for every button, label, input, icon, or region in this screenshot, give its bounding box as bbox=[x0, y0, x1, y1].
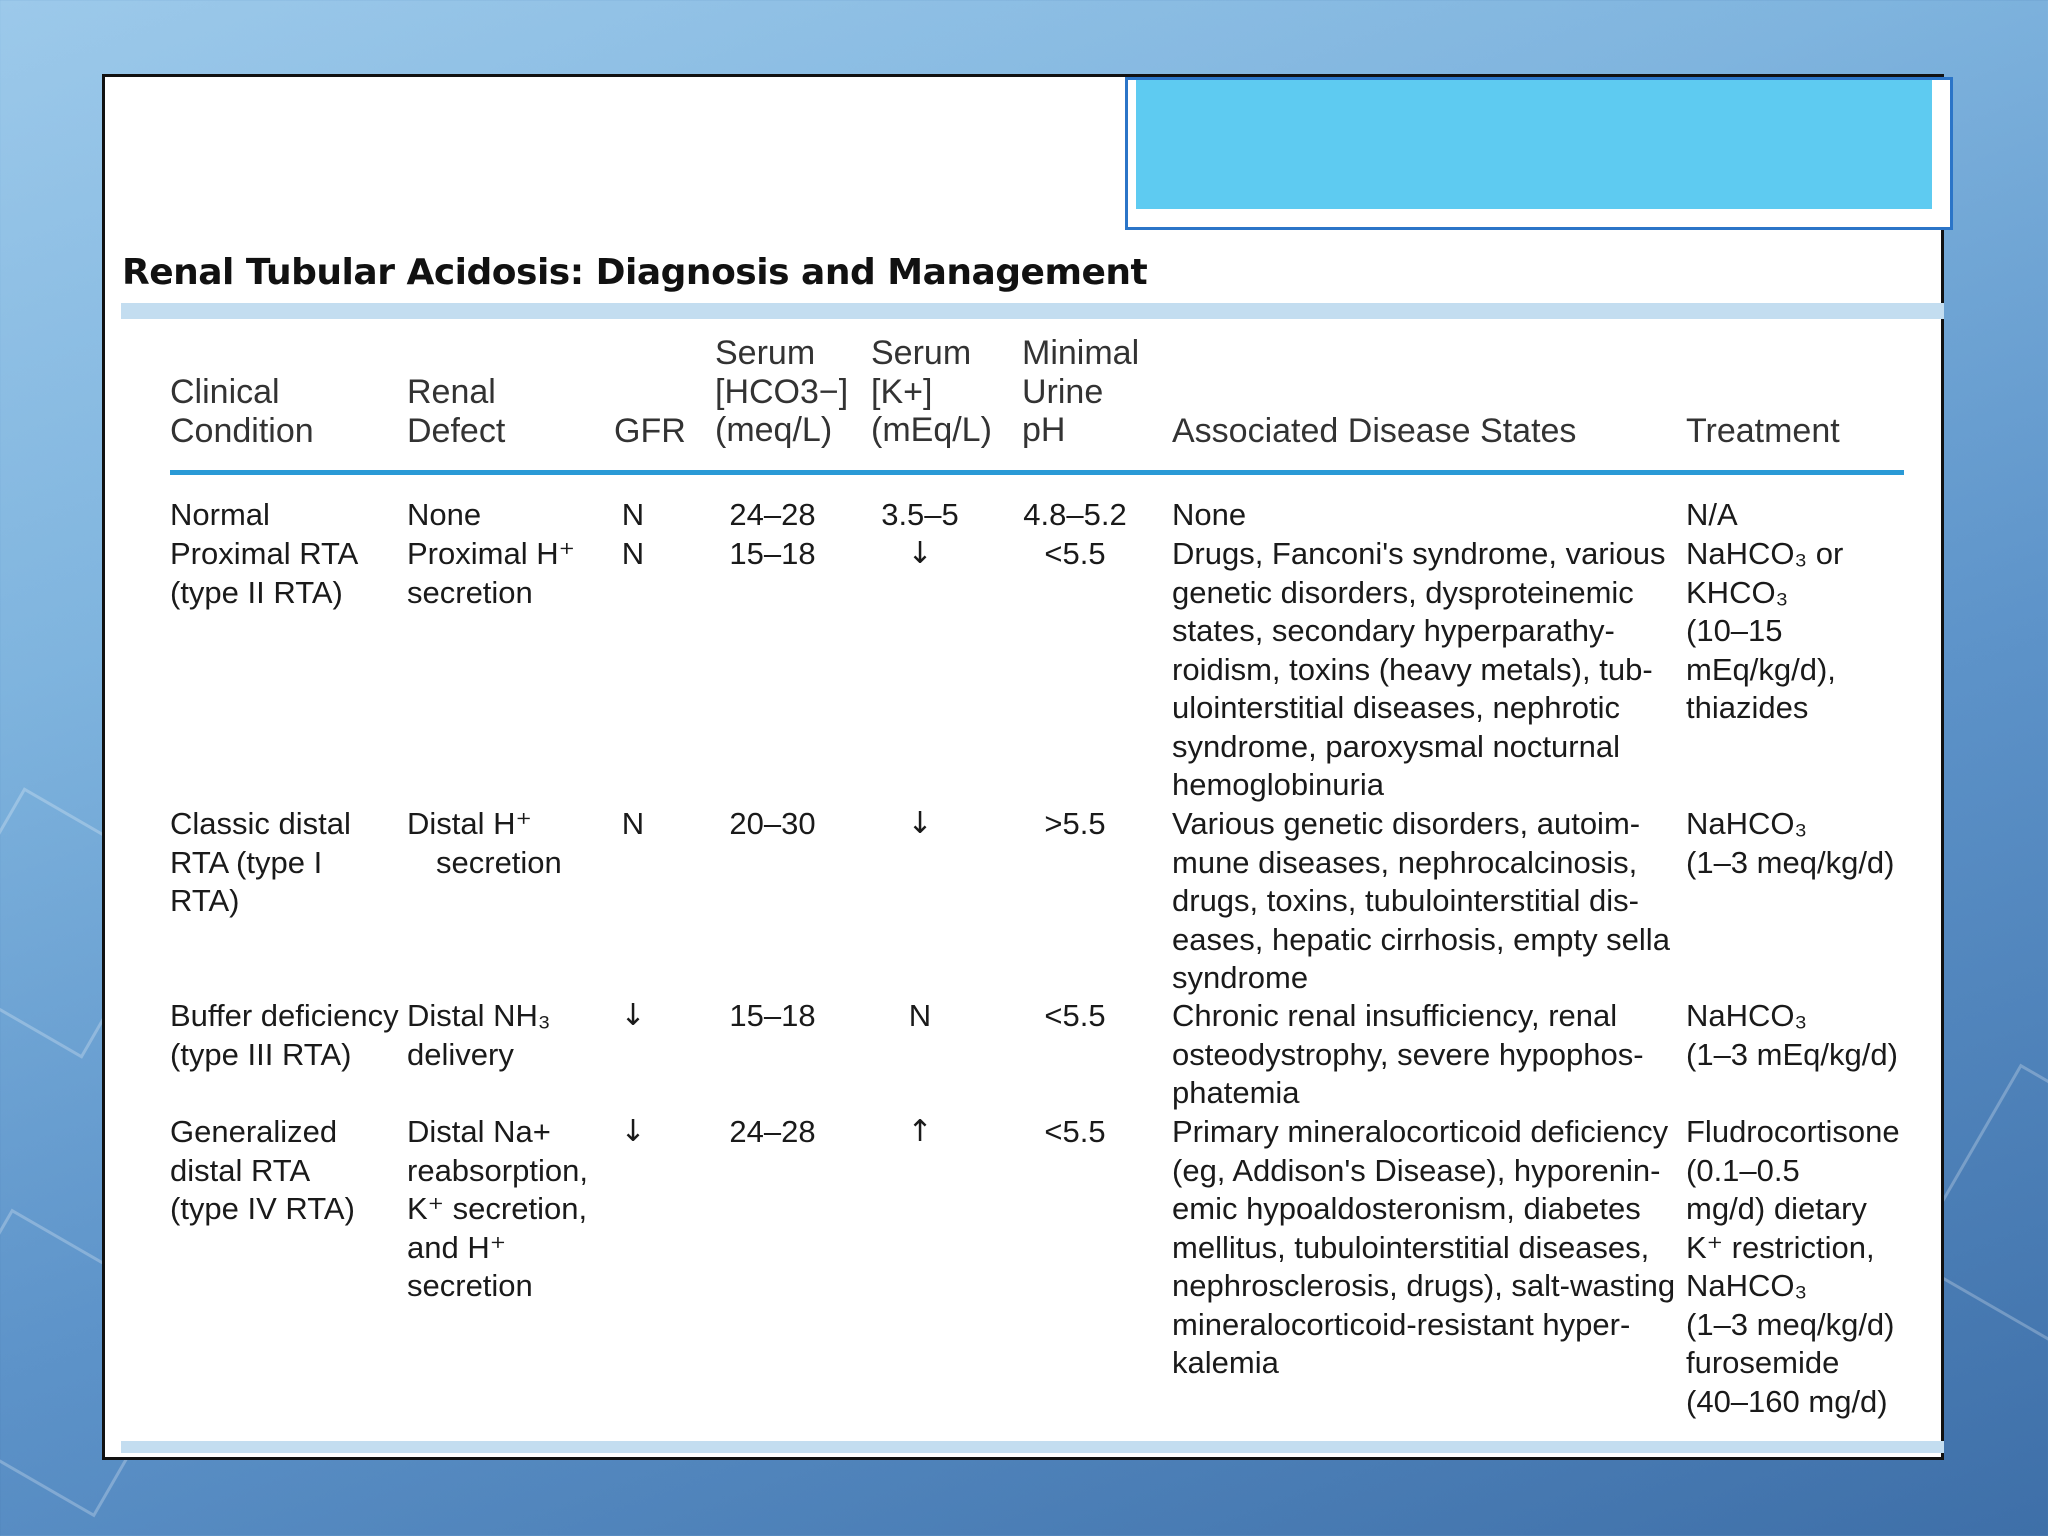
title-placeholder-fill bbox=[1136, 80, 1932, 209]
cell-hco3: 24–28 bbox=[729, 497, 816, 532]
cell-treatment: N/A bbox=[1686, 497, 1738, 532]
cell-gfr: ↓ bbox=[620, 998, 646, 1033]
cell-k: ↑ bbox=[907, 1114, 933, 1149]
cell-hco3: 15–18 bbox=[729, 998, 816, 1033]
cell-k: N bbox=[908, 998, 932, 1033]
cell-defect: Proximal H⁺ secretion bbox=[407, 536, 575, 610]
cell-condition: Proximal RTA (type II RTA) bbox=[170, 536, 359, 610]
cell-defect: Distal H⁺ secretion bbox=[407, 806, 562, 880]
cell-defect: None bbox=[407, 497, 482, 532]
cell-hco3: 24–28 bbox=[729, 1114, 816, 1149]
cell-hco3: 20–30 bbox=[729, 806, 816, 841]
cell-condition: Classic distal RTA (type I RTA) bbox=[170, 806, 351, 918]
cell-disease: Primary mineralocorticoid deficiency (eg, Addison's Disease), hyporenin- emic hypoaldosteronism, diabetes mellitus, tubulointerstitial diseases, nephrosclerosis, drugs), salt-wasting mineralocorticoid-resistant hyper- kalemia bbox=[1172, 1114, 1676, 1380]
cell-ph: <5.5 bbox=[1044, 998, 1106, 1033]
cell-gfr: N bbox=[621, 806, 645, 841]
header-serum-hco3: Serum [HCO3−] (meq/L) bbox=[715, 334, 849, 449]
cell-condition: Buffer deficiency (type III RTA) bbox=[170, 998, 399, 1072]
header-gfr: GFR bbox=[614, 412, 686, 450]
cell-gfr: N bbox=[621, 497, 645, 532]
cell-disease: Chronic renal insufficiency, renal osteodystrophy, severe hypophos- phatemia bbox=[1172, 998, 1644, 1110]
cell-defect: Distal NH₃ delivery bbox=[407, 998, 551, 1072]
cell-ph: <5.5 bbox=[1044, 536, 1106, 571]
cell-ph: 4.8–5.2 bbox=[1023, 497, 1127, 532]
cell-treatment: NaHCO₃ (1–3 mEq/kg/d) bbox=[1686, 998, 1898, 1072]
cell-hco3: 15–18 bbox=[729, 536, 816, 571]
header-clinical-condition: Clinical Condition bbox=[170, 373, 314, 450]
header-treatment: Treatment bbox=[1686, 412, 1840, 450]
table-title: Renal Tubular Acidosis: Diagnosis and Management bbox=[122, 252, 1148, 293]
header-minimal-urine-ph: Minimal Urine pH bbox=[1022, 334, 1140, 449]
cell-treatment: NaHCO₃ or KHCO₃ (10–15 mEq/kg/d), thiazides bbox=[1686, 536, 1844, 725]
cell-gfr: N bbox=[621, 536, 645, 571]
cell-disease: Drugs, Fanconi's syndrome, various genetic disorders, dysproteinemic states, secondary hyperparathy- roidism, toxins (heavy metals), tub- ulointerstitial diseases, nephrotic syndrome, paroxysmal nocturnal hemoglobinuria bbox=[1172, 536, 1666, 802]
cell-k: ↓ bbox=[907, 806, 933, 841]
header-associated-disease-states: Associated Disease States bbox=[1172, 412, 1577, 450]
cell-disease: Various genetic disorders, autoim- mune diseases, nephrocalcinosis, drugs, toxins, tubulointerstitial dis- eases, hepatic cirrhosis, empty sella syndrome bbox=[1172, 806, 1670, 995]
cell-ph: >5.5 bbox=[1044, 806, 1106, 841]
cell-defect: Distal Na+ reabsorption, K⁺ secretion, and H⁺ secretion bbox=[407, 1114, 588, 1303]
cell-gfr: ↓ bbox=[620, 1114, 646, 1149]
cell-ph: <5.5 bbox=[1044, 1114, 1106, 1149]
header-renal-defect: Renal Defect bbox=[407, 373, 506, 450]
cell-disease: None bbox=[1172, 497, 1247, 532]
cell-k: ↓ bbox=[907, 536, 933, 571]
bottom-rule bbox=[121, 1441, 1944, 1453]
cell-condition: Normal bbox=[170, 497, 270, 532]
header-rule bbox=[170, 470, 1904, 475]
cell-k: 3.5–5 bbox=[881, 497, 959, 532]
cell-condition: Generalized distal RTA (type IV RTA) bbox=[170, 1114, 355, 1226]
slide-title-placeholder bbox=[1125, 77, 1953, 230]
cell-treatment: Fludrocortisone (0.1–0.5 mg/d) dietary K⁺ restriction, NaHCO₃ (1–3 meq/kg/d) furosemide (40–160 mg/d) bbox=[1686, 1114, 1900, 1419]
cell-treatment: NaHCO₃ (1–3 meq/kg/d) bbox=[1686, 806, 1895, 880]
header-serum-k: Serum [K+] (mEq/L) bbox=[871, 334, 992, 449]
title-rule bbox=[121, 303, 1944, 319]
